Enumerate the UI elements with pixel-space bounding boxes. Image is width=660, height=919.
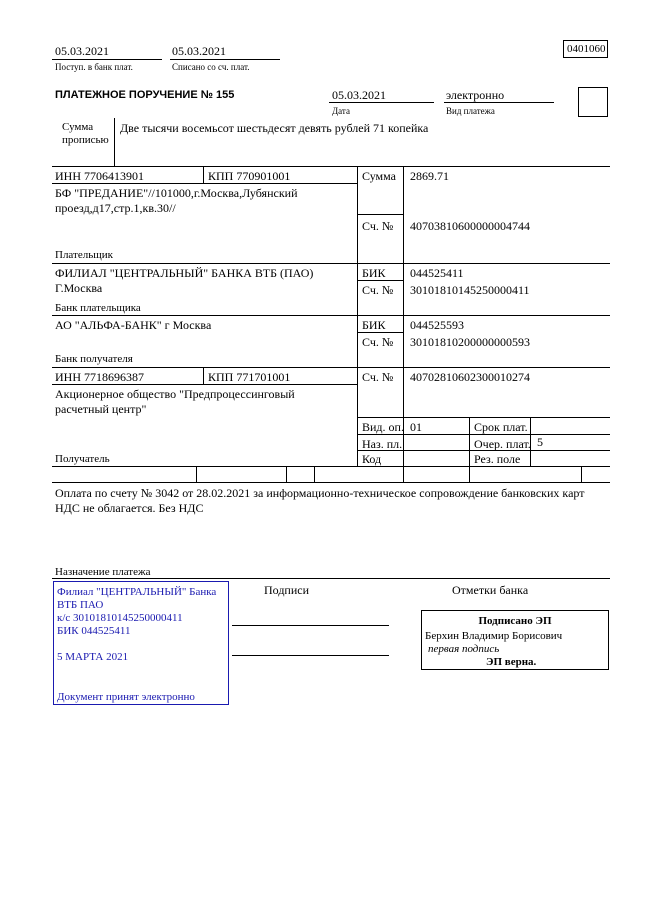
divider [314,466,315,482]
payment-type: электронно [446,88,505,102]
amount-words-value: Две тысячи восемьсот шестьдесят девять рублей 71 копейка [120,121,429,135]
divider [52,59,162,60]
stamp-line-4: БИК 044525411 [57,625,131,637]
debited-label: Списано со сч. плат. [172,62,250,72]
esign-role: первая подпись [428,643,500,655]
divider [52,578,610,579]
stamp-line-2: ВТБ ПАО [57,599,104,611]
divider [52,482,610,483]
payer-inn: ИНН 7706413901 [55,169,144,183]
signature-line [232,625,389,626]
payee-name: Акционерное общество "Предпроцессинговый расчетный центр" [55,387,295,416]
payer-bank-account: 30101810145250000411 [410,283,530,297]
payer-bank-bik: 044525411 [410,266,464,280]
divider [203,166,204,183]
received-date: 05.03.2021 [55,44,109,58]
divider [403,166,404,482]
esign-verified: ЭП верна. [486,656,537,668]
form-code: 0401060 [567,43,606,55]
payee-bank-bik: 044525593 [410,318,464,332]
ocher-label: Очер. плат. [474,437,531,451]
payer-bank-bik-label: БИК [362,266,386,280]
divider [357,214,403,215]
divider [52,166,610,167]
divider [52,183,357,184]
form-code-box [563,40,608,58]
divider [170,59,280,60]
payee-bank-label: Банк получателя [55,353,133,365]
naz-pl-label: Наз. пл. [362,437,403,451]
status-box [578,87,608,117]
divider [357,166,358,466]
divider [469,417,470,482]
divider [329,102,434,103]
payer-sum-value: 2869.71 [410,169,449,183]
payee-label: Получатель [55,453,110,465]
divider [52,263,610,264]
amount-words-label-1: Сумма [62,121,94,133]
document-date: 05.03.2021 [332,88,386,102]
kod-label: Код [362,452,382,466]
esign-title: Подписано ЭП [478,615,552,627]
ocher-value: 5 [537,435,543,449]
bank-stamp [53,581,229,705]
payee-inn: ИНН 7718696387 [55,370,144,384]
divider [52,384,357,385]
payee-bank-account: 30101810200000000593 [410,335,530,349]
page-title: ПЛАТЕЖНОЕ ПОРУЧЕНИЕ № 155 [55,89,235,101]
stamp-footer: Документ принят электронно [57,691,195,703]
divider [114,118,115,166]
payment-purpose: Оплата по счету № 3042 от 28.02.2021 за информационно-техническое сопровождение банковских карт НДС не облагается. Без НДС [55,486,585,515]
payee-account-label: Сч. № [362,370,394,384]
payer-sum-label: Сумма [362,169,396,183]
payee-account: 40702810602300010274 [410,370,530,384]
divider [357,332,403,333]
payer-account: 40703810600000004744 [410,219,530,233]
signatures-label: Подписи [264,583,310,597]
rez-label: Рез. поле [474,452,521,466]
payee-bank-bik-label: БИК [362,318,386,332]
payer-label: Плательщик [55,249,113,261]
debited-date: 05.03.2021 [172,44,226,58]
divider [581,466,582,482]
divider [196,466,197,482]
divider [52,367,610,368]
payer-bank-account-label: Сч. № [362,283,394,297]
divider [357,417,610,418]
stamp-date: 5 МАРТА 2021 [57,651,129,663]
esign-name: Берхин Владимир Борисович [425,630,563,642]
payee-bank-account-label: Сч. № [362,335,394,349]
received-label: Поступ. в банк плат. [55,62,133,72]
divider [286,466,287,482]
payer-kpp: КПП 770901001 [208,169,291,183]
vid-op-label: Вид. оп. [362,420,404,434]
divider [52,466,610,467]
purpose-label: Назначение платежа [55,566,151,578]
payment-type-label: Вид платежа [446,106,495,116]
divider [203,367,204,384]
esign-box [421,610,609,670]
bank-marks-label: Отметки банка [452,583,529,597]
stamp-line-1: Филиал "ЦЕНТРАЛЬНЫЙ" Банка [57,586,217,598]
divider [357,280,403,281]
payer-bank-city: Г.Москва [55,281,103,295]
divider [52,315,610,316]
divider [444,102,554,103]
payer-bank-label: Банк плательщика [55,302,141,314]
amount-words-label-2: прописью [62,134,109,146]
signature-line [232,655,389,656]
srok-label: Срок плат. [474,420,528,434]
payer-name: БФ "ПРЕДАНИЕ"//101000,г.Москва,Лубянский проезд,д17,стр.1,кв.30// [55,186,298,215]
vid-op-value: 01 [410,420,422,434]
payee-kpp: КПП 771701001 [208,370,291,384]
document-date-label: Дата [332,106,350,116]
payer-bank-name: ФИЛИАЛ "ЦЕНТРАЛЬНЫЙ" БАНКА ВТБ (ПАО) [55,266,314,280]
payer-account-label: Сч. № [362,219,394,233]
stamp-line-3: к/с 30101810145250000411 [57,612,183,624]
payee-bank-name: АО "АЛЬФА-БАНК" г Москва [55,318,212,332]
divider [357,434,610,435]
